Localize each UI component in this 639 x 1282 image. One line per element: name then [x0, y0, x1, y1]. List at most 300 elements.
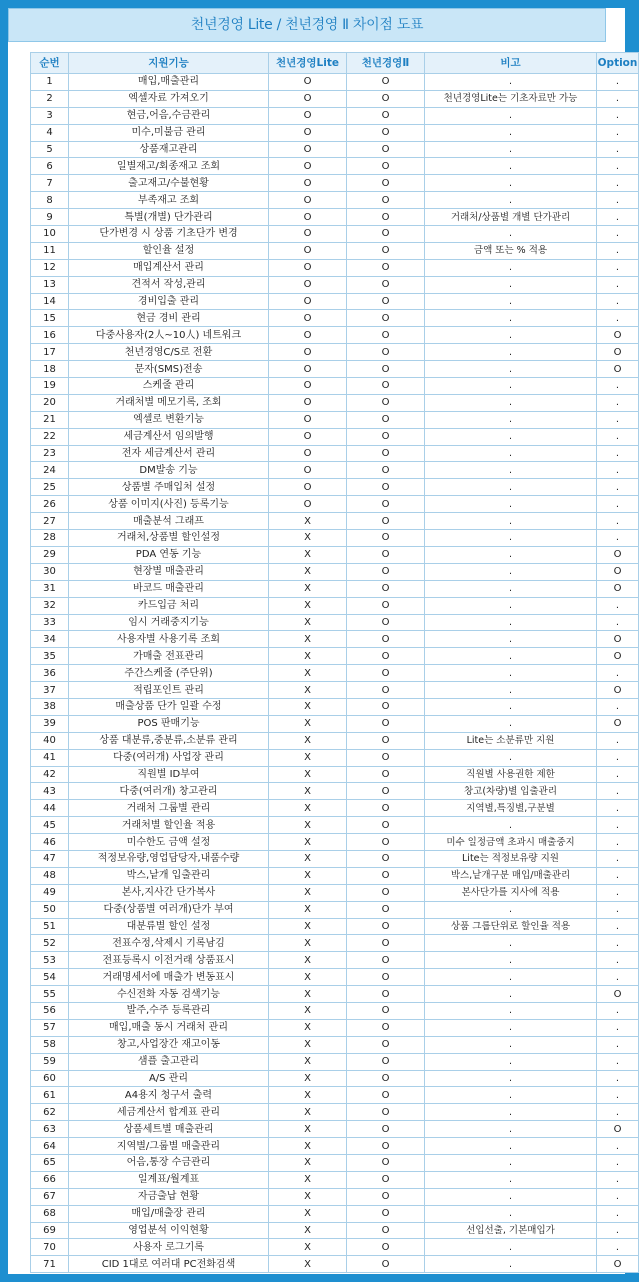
cell-num: 32 [31, 597, 69, 614]
cell-option: . [597, 867, 639, 884]
cell-two: O [347, 817, 425, 834]
table-row [31, 648, 639, 665]
cell-option: . [597, 901, 639, 918]
cell-option: O [597, 580, 639, 597]
cell-note: . [425, 1188, 597, 1205]
cell-note: 천년경영Lite는 기초자료만 가능 [425, 90, 597, 107]
table-row [31, 1138, 639, 1155]
cell-num: 29 [31, 546, 69, 563]
cell-lite: X [269, 715, 347, 732]
cell-lite: O [269, 175, 347, 192]
cell-two: O [347, 901, 425, 918]
cell-feature: 거래처별 할인율 적용 [69, 817, 269, 834]
cell-note: . [425, 580, 597, 597]
cell-feature: 매출분석 그래프 [69, 513, 269, 530]
cell-two: O [347, 1205, 425, 1222]
cell-feature: 일계표/월계표 [69, 1171, 269, 1188]
cell-feature: 직원별 ID부여 [69, 766, 269, 783]
table-row [31, 952, 639, 969]
cell-note: 거래처/상품별 개별 단가관리 [425, 209, 597, 226]
cell-two: O [347, 175, 425, 192]
cell-option: O [597, 631, 639, 648]
cell-feature: 적정보유량,영업담당자,내품수량 [69, 850, 269, 867]
cell-two: O [347, 530, 425, 547]
cell-two: O [347, 479, 425, 496]
cell-note: . [425, 428, 597, 445]
cell-num: 23 [31, 445, 69, 462]
cell-option: . [597, 969, 639, 986]
cell-note: . [425, 1171, 597, 1188]
cell-note: . [425, 259, 597, 276]
table-row [31, 1121, 639, 1138]
table-row [31, 259, 639, 276]
cell-lite: O [269, 141, 347, 158]
cell-note: . [425, 141, 597, 158]
table-row [31, 1256, 639, 1273]
cell-note: . [425, 445, 597, 462]
cell-num: 38 [31, 698, 69, 715]
cell-option: . [597, 530, 639, 547]
cell-two: O [347, 411, 425, 428]
cell-lite: X [269, 665, 347, 682]
cell-note: . [425, 276, 597, 293]
cell-feature: A4용지 청구서 출력 [69, 1087, 269, 1104]
cell-lite: O [269, 411, 347, 428]
cell-feature: 샘플 출고관리 [69, 1053, 269, 1070]
cell-option: . [597, 445, 639, 462]
cell-lite: X [269, 1019, 347, 1036]
cell-option: . [597, 749, 639, 766]
cell-num: 35 [31, 648, 69, 665]
cell-feature: 세금계산서 합계표 관리 [69, 1104, 269, 1121]
cell-num: 11 [31, 242, 69, 259]
cell-lite: X [269, 1070, 347, 1087]
cell-note: Lite는 소분류만 지원 [425, 732, 597, 749]
cell-note: . [425, 327, 597, 344]
cell-num: 8 [31, 192, 69, 209]
cell-option: . [597, 141, 639, 158]
cell-feature: 문자(SMS)전송 [69, 361, 269, 378]
cell-num: 33 [31, 614, 69, 631]
table-row [31, 766, 639, 783]
cell-option: . [597, 242, 639, 259]
cell-two: O [347, 850, 425, 867]
cell-note: . [425, 1002, 597, 1019]
table-row [31, 310, 639, 327]
cell-num: 66 [31, 1171, 69, 1188]
table-row [31, 1155, 639, 1172]
cell-feature: 사용자별 사용기록 조회 [69, 631, 269, 648]
cell-feature: 출고재고/수불현황 [69, 175, 269, 192]
cell-note: 미수 일정금액 초과시 매출중지 [425, 834, 597, 851]
cell-two: O [347, 732, 425, 749]
cell-option: . [597, 394, 639, 411]
cell-option: . [597, 1205, 639, 1222]
cell-note: . [425, 952, 597, 969]
cell-num: 2 [31, 90, 69, 107]
cell-two: O [347, 293, 425, 310]
cell-num: 30 [31, 563, 69, 580]
cell-feature: 바코드 매출관리 [69, 580, 269, 597]
cell-note: . [425, 513, 597, 530]
cell-option: O [597, 1256, 639, 1273]
cell-lite: X [269, 1036, 347, 1053]
cell-two: O [347, 1256, 425, 1273]
cell-two: O [347, 124, 425, 141]
cell-two: O [347, 665, 425, 682]
col-header-feature: 지원기능 [69, 53, 269, 74]
cell-note: . [425, 715, 597, 732]
cell-option: . [597, 1053, 639, 1070]
table-row [31, 462, 639, 479]
table-row [31, 918, 639, 935]
cell-two: O [347, 462, 425, 479]
table-row [31, 158, 639, 175]
cell-two: O [347, 935, 425, 952]
cell-num: 9 [31, 209, 69, 226]
cell-two: O [347, 884, 425, 901]
cell-note: . [425, 935, 597, 952]
cell-num: 67 [31, 1188, 69, 1205]
cell-num: 65 [31, 1155, 69, 1172]
cell-num: 12 [31, 259, 69, 276]
table-row [31, 496, 639, 513]
cell-num: 4 [31, 124, 69, 141]
cell-option: . [597, 124, 639, 141]
cell-two: O [347, 918, 425, 935]
comparison-table [30, 52, 639, 1273]
cell-num: 68 [31, 1205, 69, 1222]
table-row [31, 293, 639, 310]
cell-lite: O [269, 310, 347, 327]
cell-feature: 거래처별 메모기록, 조회 [69, 394, 269, 411]
cell-note: . [425, 614, 597, 631]
cell-option: . [597, 293, 639, 310]
cell-feature: 거래처 그룹별 관리 [69, 800, 269, 817]
cell-option: . [597, 428, 639, 445]
cell-lite: X [269, 834, 347, 851]
cell-lite: O [269, 445, 347, 462]
cell-option: . [597, 783, 639, 800]
cell-lite: X [269, 1205, 347, 1222]
cell-note: . [425, 648, 597, 665]
table-row [31, 226, 639, 243]
cell-num: 60 [31, 1070, 69, 1087]
cell-num: 44 [31, 800, 69, 817]
cell-option: . [597, 259, 639, 276]
cell-lite: O [269, 158, 347, 175]
cell-feature: 다중(여러개) 사업장 관리 [69, 749, 269, 766]
cell-lite: X [269, 513, 347, 530]
cell-two: O [347, 394, 425, 411]
table-row [31, 1205, 639, 1222]
cell-option: . [597, 158, 639, 175]
cell-feature: PDA 연동 기능 [69, 546, 269, 563]
table-row [31, 867, 639, 884]
cell-note: . [425, 1155, 597, 1172]
cell-two: O [347, 74, 425, 91]
cell-feature: 카드입금 처리 [69, 597, 269, 614]
cell-lite: X [269, 1053, 347, 1070]
cell-num: 49 [31, 884, 69, 901]
cell-num: 63 [31, 1121, 69, 1138]
table-row [31, 411, 639, 428]
cell-lite: O [269, 276, 347, 293]
cell-option: . [597, 462, 639, 479]
cell-two: O [347, 226, 425, 243]
table-header-row [31, 53, 639, 74]
cell-lite: X [269, 1121, 347, 1138]
table-row [31, 1222, 639, 1239]
cell-note: . [425, 1019, 597, 1036]
cell-feature: 상품 이미지(사진) 등록기능 [69, 496, 269, 513]
cell-two: O [347, 242, 425, 259]
cell-lite: X [269, 766, 347, 783]
table-row [31, 682, 639, 699]
cell-note: 지역별,특징별,구분별 [425, 800, 597, 817]
table-row [31, 1019, 639, 1036]
cell-feature: 단가변경 시 상품 기초단가 변경 [69, 226, 269, 243]
cell-lite: X [269, 783, 347, 800]
cell-lite: O [269, 74, 347, 91]
cell-note: . [425, 226, 597, 243]
cell-lite: O [269, 479, 347, 496]
cell-lite: X [269, 648, 347, 665]
cell-option: . [597, 496, 639, 513]
cell-two: O [347, 969, 425, 986]
cell-num: 26 [31, 496, 69, 513]
cell-two: O [347, 513, 425, 530]
table-row [31, 631, 639, 648]
cell-feature: A/S 관리 [69, 1070, 269, 1087]
cell-two: O [347, 597, 425, 614]
cell-two: O [347, 141, 425, 158]
cell-lite: X [269, 1087, 347, 1104]
cell-lite: O [269, 242, 347, 259]
cell-note: . [425, 293, 597, 310]
cell-option: . [597, 732, 639, 749]
cell-feature: 발주,수주 등록관리 [69, 1002, 269, 1019]
cell-two: O [347, 361, 425, 378]
cell-feature: DM발송 기능 [69, 462, 269, 479]
cell-lite: X [269, 1155, 347, 1172]
cell-option: . [597, 1155, 639, 1172]
cell-option: . [597, 850, 639, 867]
cell-lite: X [269, 850, 347, 867]
cell-two: O [347, 1171, 425, 1188]
cell-num: 61 [31, 1087, 69, 1104]
cell-num: 43 [31, 783, 69, 800]
cell-two: O [347, 563, 425, 580]
cell-num: 47 [31, 850, 69, 867]
cell-feature: 다중(상품별 여러개)단가 부여 [69, 901, 269, 918]
table-row [31, 986, 639, 1003]
cell-option: O [597, 546, 639, 563]
cell-num: 20 [31, 394, 69, 411]
cell-lite: O [269, 428, 347, 445]
table-row [31, 614, 639, 631]
cell-num: 13 [31, 276, 69, 293]
cell-two: O [347, 749, 425, 766]
cell-feature: 현금,어음,수금관리 [69, 107, 269, 124]
table-row [31, 546, 639, 563]
cell-lite: X [269, 800, 347, 817]
cell-lite: X [269, 732, 347, 749]
cell-lite: O [269, 462, 347, 479]
cell-note: 금액 또는 % 적용 [425, 242, 597, 259]
cell-num: 27 [31, 513, 69, 530]
table-row [31, 276, 639, 293]
cell-lite: X [269, 546, 347, 563]
table-row [31, 834, 639, 851]
table-row [31, 1053, 639, 1070]
cell-option: . [597, 1222, 639, 1239]
cell-two: O [347, 766, 425, 783]
cell-option: . [597, 1104, 639, 1121]
cell-lite: X [269, 986, 347, 1003]
cell-feature: 사용자 로그기록 [69, 1239, 269, 1256]
cell-option: . [597, 411, 639, 428]
cell-note: . [425, 1121, 597, 1138]
cell-num: 64 [31, 1138, 69, 1155]
table-row [31, 817, 639, 834]
cell-lite: X [269, 698, 347, 715]
cell-num: 70 [31, 1239, 69, 1256]
cell-two: O [347, 158, 425, 175]
cell-note: 직원별 사용권한 제한 [425, 766, 597, 783]
cell-note: 본사단가를 지사에 적용 [425, 884, 597, 901]
cell-feature: 다중사용자(2人~10人) 네트워크 [69, 327, 269, 344]
cell-two: O [347, 715, 425, 732]
table-row [31, 597, 639, 614]
cell-note: . [425, 344, 597, 361]
table-row [31, 90, 639, 107]
cell-feature: 견적서 작성,관리 [69, 276, 269, 293]
col-header-option: Option [597, 53, 639, 74]
cell-option: . [597, 1188, 639, 1205]
cell-note: . [425, 1239, 597, 1256]
table-row [31, 969, 639, 986]
cell-num: 42 [31, 766, 69, 783]
cell-lite: X [269, 918, 347, 935]
cell-feature: 가매출 전표관리 [69, 648, 269, 665]
cell-num: 57 [31, 1019, 69, 1036]
cell-two: O [347, 378, 425, 395]
cell-note: . [425, 158, 597, 175]
cell-option: . [597, 918, 639, 935]
cell-num: 6 [31, 158, 69, 175]
cell-num: 21 [31, 411, 69, 428]
cell-num: 24 [31, 462, 69, 479]
cell-two: O [347, 1239, 425, 1256]
cell-lite: X [269, 867, 347, 884]
cell-note: . [425, 817, 597, 834]
table-row [31, 141, 639, 158]
table-row [31, 513, 639, 530]
cell-feature: 일별재고/회종재고 조회 [69, 158, 269, 175]
table-row [31, 783, 639, 800]
page-title: 천년경영 Lite / 천년경영 Ⅱ 차이점 도표 [8, 8, 606, 42]
cell-num: 53 [31, 952, 69, 969]
cell-feature: 수신전화 자동 검색기능 [69, 986, 269, 1003]
cell-feature: 다중(여러개) 창고관리 [69, 783, 269, 800]
table-row [31, 1036, 639, 1053]
cell-num: 46 [31, 834, 69, 851]
cell-feature: 경비입출 관리 [69, 293, 269, 310]
cell-option: . [597, 665, 639, 682]
table-row [31, 884, 639, 901]
cell-option: . [597, 74, 639, 91]
cell-lite: X [269, 901, 347, 918]
table-row [31, 1002, 639, 1019]
cell-two: O [347, 648, 425, 665]
table-row [31, 749, 639, 766]
cell-note: . [425, 1087, 597, 1104]
cell-two: O [347, 428, 425, 445]
cell-two: O [347, 800, 425, 817]
cell-option: . [597, 597, 639, 614]
cell-option: . [597, 276, 639, 293]
cell-note: . [425, 986, 597, 1003]
cell-option: . [597, 1239, 639, 1256]
cell-feature: 지역별/그룹별 매출관리 [69, 1138, 269, 1155]
cell-num: 22 [31, 428, 69, 445]
cell-feature: 현장별 매출관리 [69, 563, 269, 580]
cell-note: . [425, 361, 597, 378]
cell-feature: 본사,지사간 단가복사 [69, 884, 269, 901]
cell-lite: O [269, 192, 347, 209]
cell-note: . [425, 530, 597, 547]
cell-two: O [347, 783, 425, 800]
cell-num: 34 [31, 631, 69, 648]
cell-feature: 전표수정,삭제시 기록남김 [69, 935, 269, 952]
cell-num: 18 [31, 361, 69, 378]
cell-feature: 전자 세금계산서 관리 [69, 445, 269, 462]
cell-num: 19 [31, 378, 69, 395]
cell-feature: 할인율 설정 [69, 242, 269, 259]
cell-note: . [425, 1053, 597, 1070]
cell-lite: X [269, 1239, 347, 1256]
cell-num: 28 [31, 530, 69, 547]
cell-num: 50 [31, 901, 69, 918]
table-row [31, 327, 639, 344]
cell-feature: 매입,매출 동시 거래처 관리 [69, 1019, 269, 1036]
cell-two: O [347, 1104, 425, 1121]
table-row [31, 428, 639, 445]
cell-num: 59 [31, 1053, 69, 1070]
cell-note: . [425, 411, 597, 428]
cell-two: O [347, 1019, 425, 1036]
cell-lite: O [269, 107, 347, 124]
cell-note: . [425, 969, 597, 986]
cell-note: . [425, 192, 597, 209]
cell-feature: 미수,미불금 관리 [69, 124, 269, 141]
cell-option: O [597, 986, 639, 1003]
cell-feature: 전표등록시 이전거래 상품표시 [69, 952, 269, 969]
cell-num: 37 [31, 682, 69, 699]
col-header-two: 천년경영Ⅱ [347, 53, 425, 74]
table-row [31, 394, 639, 411]
cell-note: . [425, 124, 597, 141]
cell-two: O [347, 614, 425, 631]
cell-option: . [597, 698, 639, 715]
cell-num: 45 [31, 817, 69, 834]
cell-note: . [425, 665, 597, 682]
cell-option: O [597, 648, 639, 665]
cell-lite: O [269, 496, 347, 513]
cell-num: 16 [31, 327, 69, 344]
cell-feature: 거래처,상품별 할인설정 [69, 530, 269, 547]
